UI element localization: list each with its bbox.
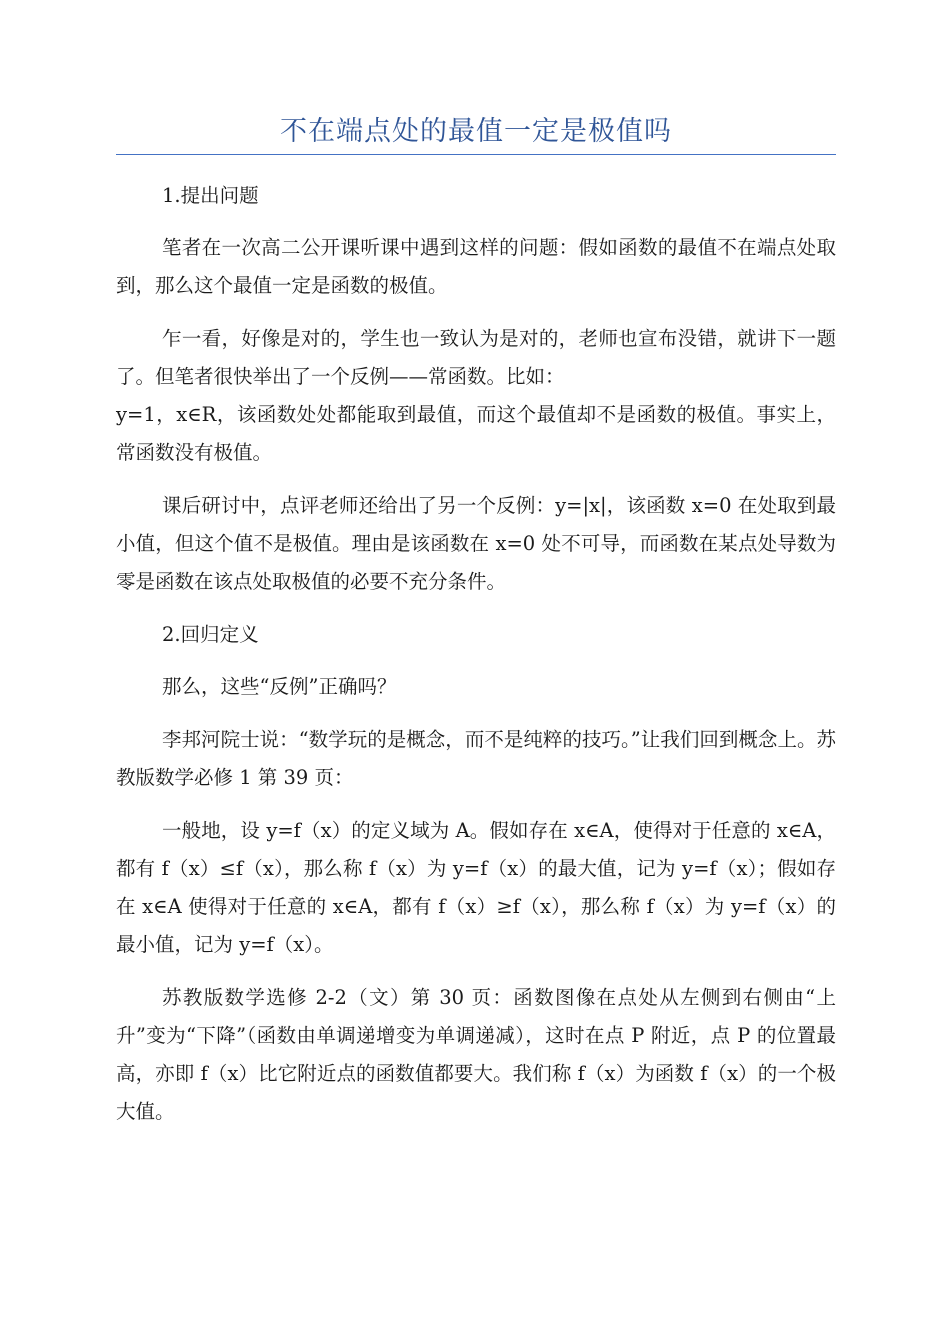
section-heading-1: 1.提出问题: [162, 184, 259, 207]
paragraph-4: 那么，这些“反例”正确吗？: [162, 675, 397, 698]
paragraph-3: 课后研讨中，点评老师还给出了另一个反例：y=|x|，该函数 x=0 在处取到最小值，但这个值不是极值。理由是该函数在 x=0 处不可导，而函数在某点处导数为零是函数在该点处取极值的必要不充分条件。: [116, 494, 836, 593]
section-heading-2: 2.回归定义: [162, 623, 259, 646]
paragraph-2: [116, 320, 836, 472]
document-page: [116, 112, 836, 1146]
document-title: 不在端点处的最值一定是极值吗: [116, 112, 836, 155]
paragraph-7: 苏教版数学选修 2-2（文）第 30 页：函数图像在点处从左侧到右侧由“上升”变为“下降”（函数由单调递增变为单调递减），这时在点 P 附近，点 P 的位置最高，亦即 f（x）比它附近点的函数值都要大。我们称 f（x）为函数 f（x）的一个极大值。: [116, 986, 836, 1123]
paragraph-6: 一般地，设 y=f（x）的定义域为 A。假如存在 x∈A，使得对于任意的 x∈A，都有 f（x）≤f（x），那么称 f（x）为 y=f（x）的最大值，记为 y=f（x）；假如存在 x∈A 使得对于任意的 x∈A，都有 f（x）≥f（x），那么称 f（x）为 y=f（x）的最小值，记为 y=f（x）。: [116, 819, 836, 956]
paragraph-2-text: 乍一看，好像是对的，学生也一致认为是对的，老师也宣布没错，就讲下一题了。但笔者很快举出了一个反例——常函数。比如：: [116, 327, 836, 388]
paragraph-1: 笔者在一次高二公开课听课中遇到这样的问题：假如函数的最值不在端点处取到，那么这个最值一定是函数的极值。: [116, 236, 836, 297]
paragraph-5: 李邦河院士说：“数学玩的是概念，而不是纯粹的技巧。”让我们回到概念上。苏教版数学必修 1 第 39 页：: [116, 728, 836, 789]
paragraph-2-example-line: y=1，x∈R，该函数处处都能取到最值，而这个最值却不是函数的极值。事实上，常函数没有极值。: [116, 403, 836, 464]
